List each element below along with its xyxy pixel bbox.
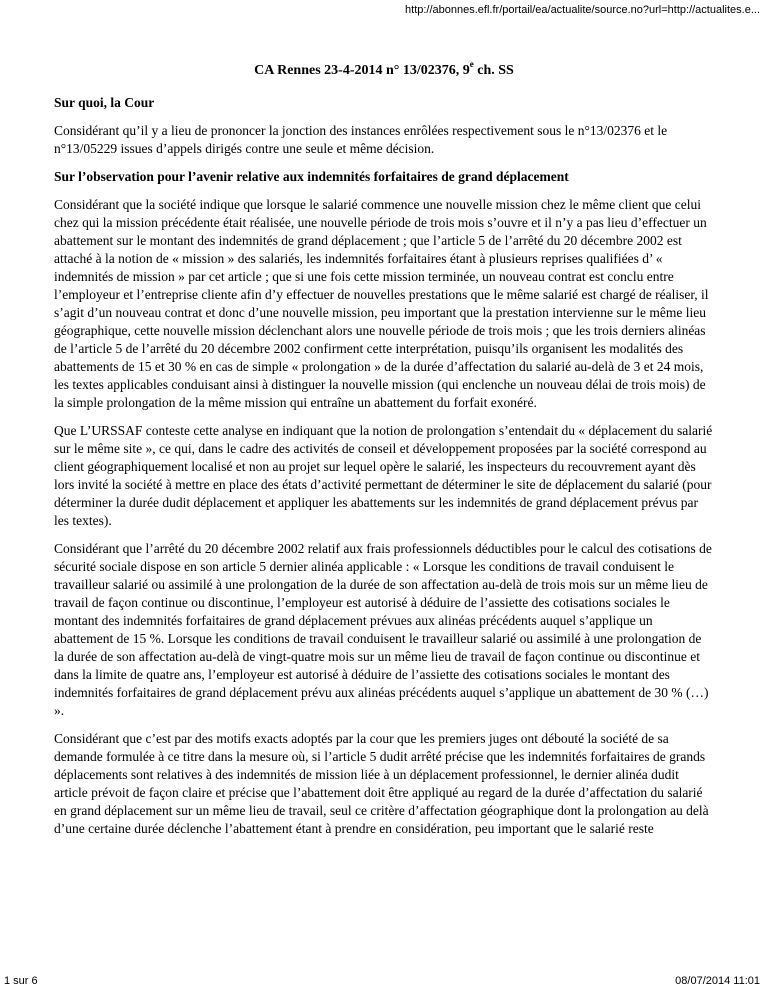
print-header-url: http://abonnes.efl.fr/portail/ea/actualite/source.no?url=http://actualites.e... xyxy=(405,4,760,16)
title-text: CA Rennes 23-4-2014 n° 13/02376, 9 xyxy=(254,63,470,78)
paragraph-urssaf: Que L’URSSAF conteste cette analyse en indiquant que la notion de prolongation s’entendait du « déplacement du salarié sur le même site », ce qui, dans le cadre des activités de conseil et développement proposées par la société correspond au client géographiquement localisé et non au projet sur lequel opère le salarié, les inspecteurs du recouvrement ayant dès lors invité la société à mettre en place des états d’activité permettant de déterminer le site de déplacement du salarié (pour déterminer la durée dudit déplacement et appliquer les abattements sur les indemnités de grand déplacement prévus par les textes). xyxy=(54,423,713,528)
paragraph-jonction: Considérant qu’il y a lieu de prononcer la jonction des instances enrôlées respectivement sous le n°13/02376 et le n°13/05229 issues d’appels dirigés contre une seule et même décision. xyxy=(54,123,668,156)
title-superscript: e xyxy=(469,59,474,70)
section-heading-cour: Sur quoi, la Cour xyxy=(54,95,155,110)
document-body xyxy=(54,59,714,848)
page-number: 1 sur 6 xyxy=(4,975,38,987)
title-suffix: ch. SS xyxy=(473,63,514,78)
paragraph-arrete: Considérant que l’arrêté du 20 décembre 2002 relatif aux frais professionnels déductibles pour le calcul des cotisations de sécurité sociale dispose en son article 5 dernier alinéa applicable : « Lorsque les conditions de travail conduisent le travailleur salarié ou assimilé à une prolongation de la durée de son affectation au-delà de trois mois sur un même lieu de travail de façon continue ou discontinue, l’employeur est autorisé à déduire de l’assiette des cotisations sociales le montant des indemnités forfaitaires de grand déplacement prévues aux alinéas précédents auquel s’applique un abattement de 15 %. Lorsque les conditions de travail conduisent le travailleur salarié ou assimilé à une prolongation de la durée de son affectation au-delà de vingt-quatre mois sur un même lieu de travail de façon continue ou discontinue et dans la limite de quatre ans, l’employeur est autorisé à déduire de l’assiette des cotisations sociales le montant des indemnités forfaitaires de grand déplacement prévu aux alinéas précédents auquel s’applique un abattement de 30 % (…) ». xyxy=(54,541,712,718)
section-heading-observation: Sur l’observation pour l’avenir relative aux indemnités forfaitaires de grand déplacement xyxy=(54,169,569,184)
page-title xyxy=(54,59,714,80)
paragraph-motifs: Considérant que c’est par des motifs exacts adoptés par la cour que les premiers juges ont débouté la société de sa demande formulée à ce titre dans la mesure où, si l’article 5 dudit arrêté précise que les indemnités forfaitaires de grands déplacements sont relatives à des indemnités de mission liée à un déplacement professionnel, le dernier alinéa dudit article prévoit de façon claire et précise que l’abattement doit être appliqué au regard de la durée d’affectation du salarié en grand déplacement sur un même lieu de travail, seul ce critère d’affectation géographique dont la prolongation au delà d’une certaine durée déclenche l’abattement étant à prendre en considération, peu important que le salarié reste xyxy=(54,731,709,836)
paragraph-societe: Considérant que la société indique que lorsque le salarié commence une nouvelle mission chez le même client que celui chez qui la mission précédente était réalisée, une nouvelle période de trois mois s’ouvre et il n’y a pas lieu d’effectuer un abattement sur le montant des indemnités de grand déplacement ; que l’article 5 de l’arrêté du 20 décembre 2002 est attaché à la notion de « mission » des salariés, les indemnités forfaitaires étant à plusieurs reprises qualifiées d’ « indemnités de mission » par cet article ; que si une fois cette mission terminée, un nouveau contrat est conclu entre l’employeur et l’entreprise cliente afin d’y effectuer de nouvelles prestations que le même salarié est chargé de réaliser, il s’agit d’un nouveau contrat et donc d’une nouvelle mission, peu important que la prestation intervienne sur le même lieu géographique, cette nouvelle mission déclenchant alors une nouvelle période de trois mois ; que les trois derniers alinéas de l’article 5 de l’arrêté du 20 décembre 2002 confirment cette interprétation, puisqu’ils organisent les modalités des abattements de 15 et 30 % en cas de simple « prolongation » de la durée d’affectation du salarié au-delà de 3 et 24 mois, les textes applicables conduisant ainsi à distinguer la nouvelle mission (qui enclenche un nouveau délai de trois mois) de la simple prolongation de la même mission qui entraîne un abattement du forfait exonéré. xyxy=(54,197,709,410)
print-datetime: 08/07/2014 11:01 xyxy=(675,975,760,987)
